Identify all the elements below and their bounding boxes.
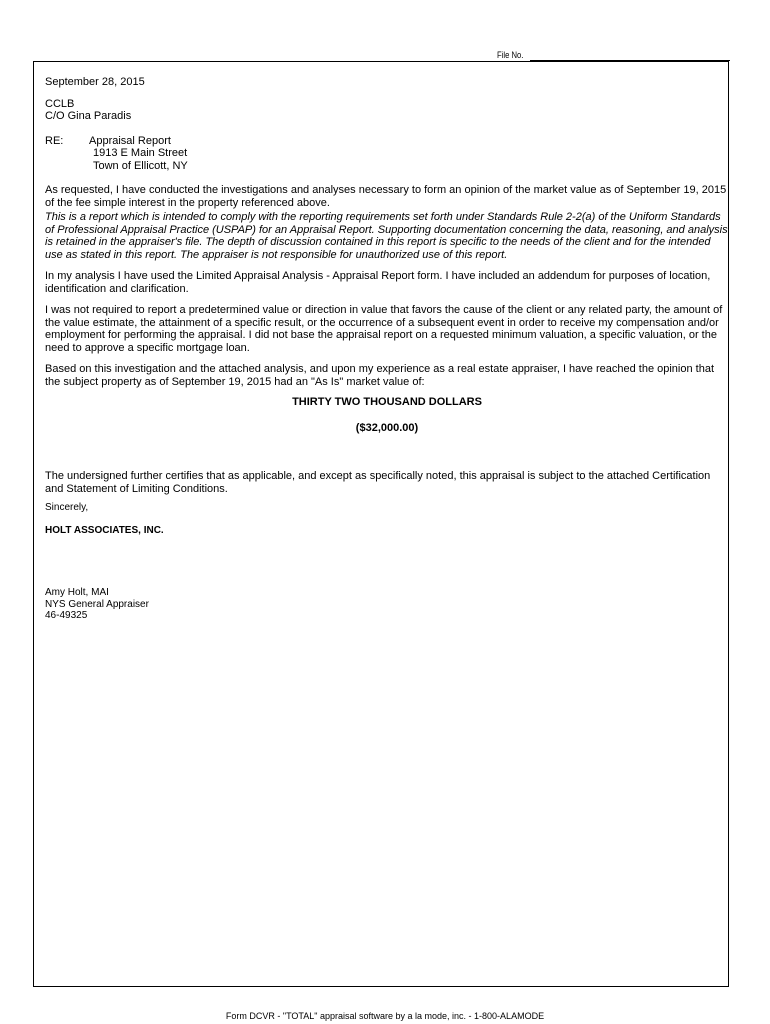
recipient-line-1: CCLB	[45, 97, 75, 110]
signer-title: NYS General Appraiser	[45, 598, 149, 610]
re-label: RE:	[45, 134, 64, 147]
signer-license: 46-49325	[45, 610, 88, 621]
recipient-block	[45, 98, 729, 123]
re-details	[89, 135, 188, 173]
re-town: Town of Ellicott, NY	[93, 159, 188, 172]
opinion-paragraph: Based on this investigation and the attached analysis, and upon my experience as a real estate appraiser, I have reached the opinion that the subject property as of September 19, 2015 had an "As Is" market value of:	[45, 363, 714, 388]
signature-block	[45, 587, 729, 622]
re-street: 1913 E Main Street	[93, 147, 188, 159]
letter-date: September 28, 2015	[45, 76, 145, 88]
recipient-line-2: C/O Gina Paradis	[45, 110, 132, 122]
form-footer: Form DCVR - "TOTAL" appraisal software by a la mode, inc. - 1-800-ALAMODE	[225, 1011, 545, 1021]
company-name: HOLT ASSOCIATES, INC.	[45, 524, 164, 536]
intro-paragraph: As requested, I have conducted the investigations and analyses necessary to form an opinion of the market value as of September 19, 2015 of the fee simple interest in the property referenced above.	[45, 184, 727, 209]
re-subject: Appraisal Report	[89, 134, 171, 147]
value-in-numbers: ($32,000.00)	[355, 421, 419, 434]
file-number-label: File No.	[497, 50, 524, 60]
closing-salutation: Sincerely,	[45, 502, 89, 513]
letter-body	[45, 76, 729, 622]
independence-paragraph: I was not required to report a predetermined value or direction in value that favors the cause of the client or any related party, the amount of the value estimate, the attainment of a specific result, or the occurrence of a subsequent event in order to receive my compensation and/or employment for performing the appraisal. I did not base the appraisal report on a requested minimum valuation, a specific valuation, or the need to approve a specific mortgage loan.	[45, 304, 723, 354]
signer-name: Amy Holt, MAI	[45, 587, 109, 598]
value-in-words: THIRTY TWO THOUSAND DOLLARS	[292, 396, 482, 408]
uspap-statement: This is a report which is intended to comply with the reporting requirements set forth under Standards Rule 2-2(a) of the Uniform Standards of Professional Appraisal Practice (USPAP) for an Appraisal Report. Supporting documentation concerning the data, reasoning, and analysis is retained in the appraiser's file. The depth of discussion contained in this report is specific to the needs of the client and for the intended use as stated in this report. The appraiser is not responsible for unauthorized use of this report.	[45, 211, 728, 261]
certification-paragraph: The undersigned further certifies that as applicable, and except as specifically noted, this appraisal is subject to the attached Certification and Statement of Limiting Conditions.	[45, 470, 711, 495]
re-block	[45, 135, 729, 173]
analysis-form-paragraph: In my analysis I have used the Limited Appraisal Analysis - Appraisal Report form. I have included an addendum for purposes of location, identification and clarification.	[45, 270, 711, 295]
